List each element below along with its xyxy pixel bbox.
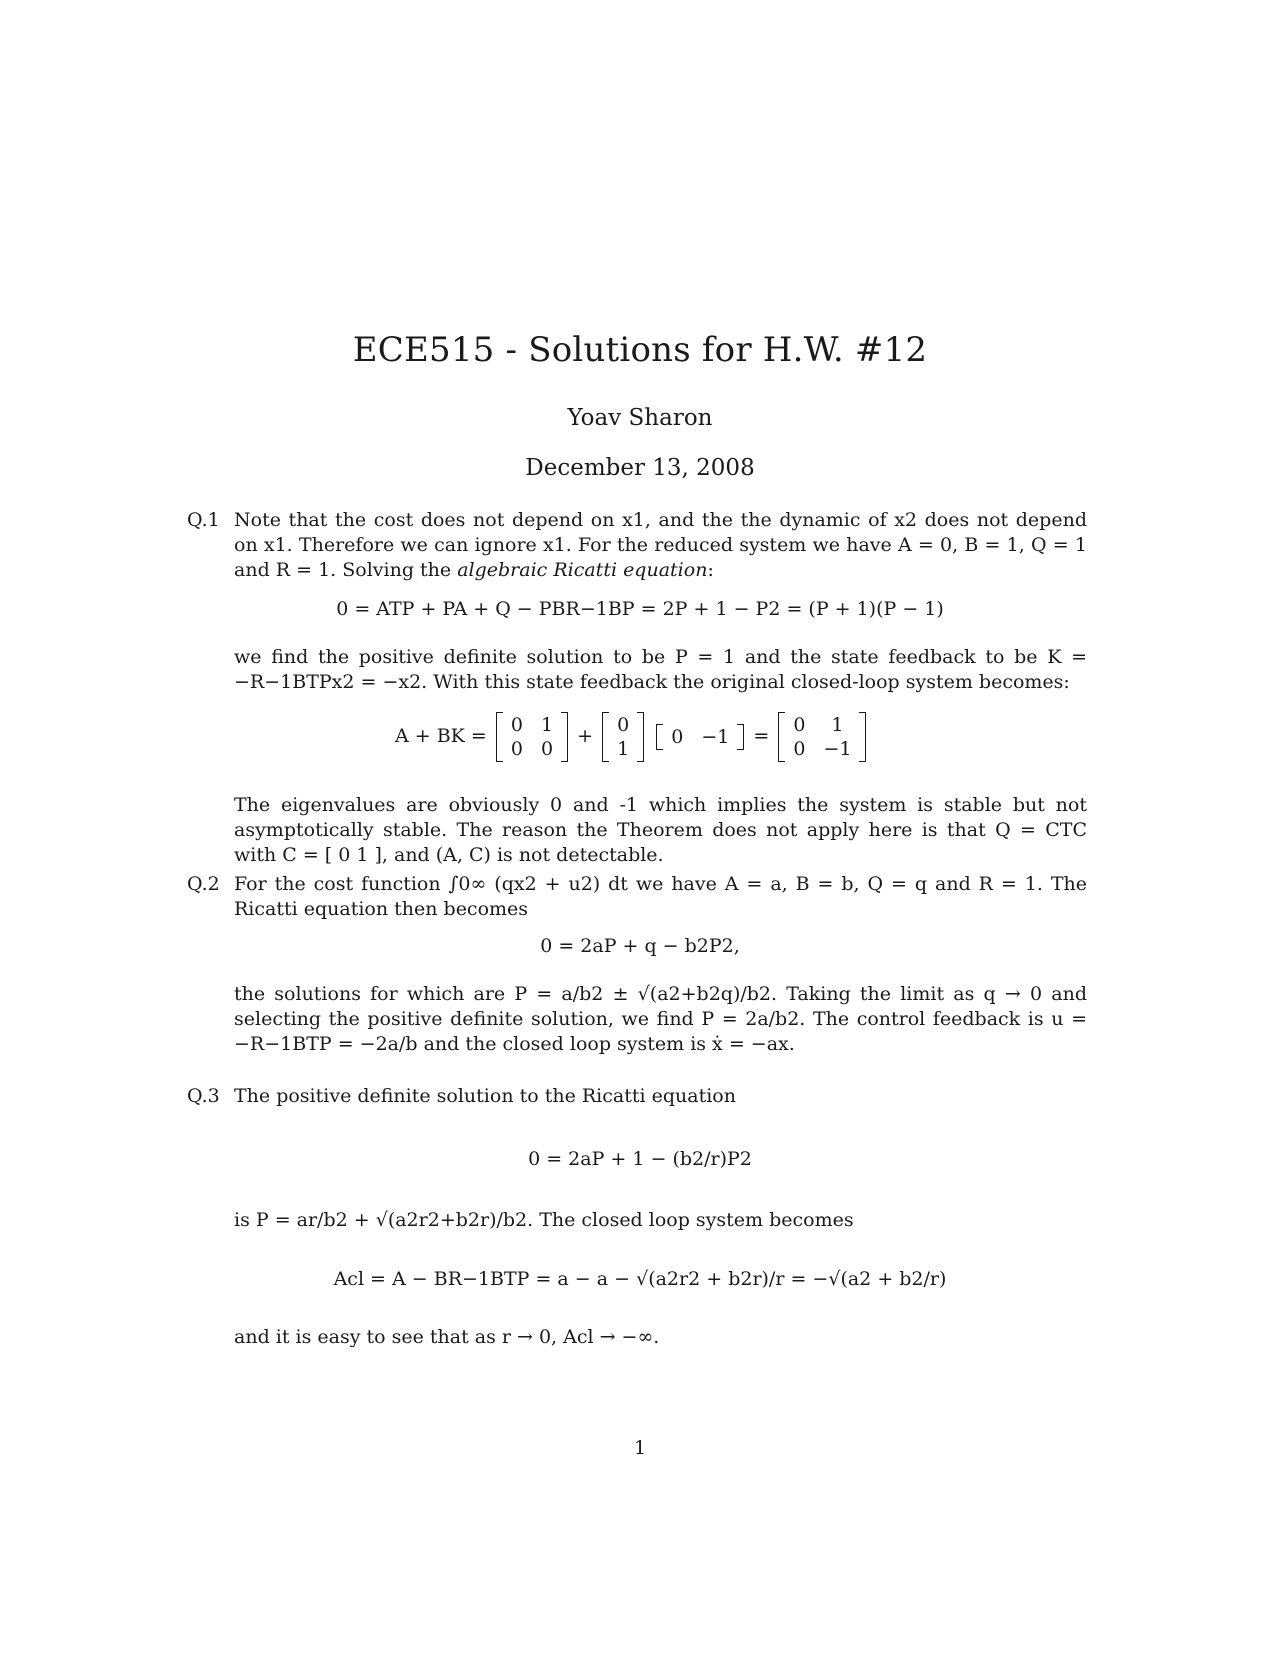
matrix-k-cell: −1	[701, 726, 730, 748]
matrix-closed-loop	[778, 712, 866, 762]
q3-text-2: is P = ar/b2 + √(a2r2+b2r)/b2. The closed loop system becomes	[234, 1209, 854, 1231]
question-3-label: Q.3	[187, 1085, 220, 1107]
matrix-a-cell: 1	[540, 714, 554, 736]
question-1	[187, 508, 1087, 583]
q1-text-a: Note that the cost does not depend on x1, and the the dynamic of x2 does not depend on x1. Therefore we can ignore x1. For the reduced system we have A = 0, B = 1, Q = 1 and R = 1. Solving the	[234, 509, 1087, 581]
q1-eq2-lhs: A + BK =	[395, 725, 487, 747]
q1-equation-closed-loop: A + BK = 0 1 0 0 + 0 1 0 −1 = 0 1 0 −1	[395, 712, 869, 762]
q1-text-emphasis: algebraic Ricatti equation	[457, 559, 708, 581]
page-title: ECE515 - Solutions for H.W. #12	[352, 330, 928, 370]
question-2	[187, 872, 1087, 922]
author-name: Yoav Sharon	[567, 405, 713, 431]
page-number: 1	[633, 1437, 647, 1459]
question-2-label: Q.2	[187, 873, 220, 895]
matrix-b-cell: 1	[617, 738, 630, 760]
matrix-a-cell: 0	[510, 738, 523, 760]
matrix-b-cell: 0	[617, 714, 630, 736]
matrix-cl-cell: 1	[831, 714, 844, 736]
matrix-cl-cell: −1	[823, 738, 852, 760]
matrix-a-cell: 0	[540, 738, 554, 760]
question-1-intro	[234, 508, 1087, 583]
q2-paragraph-2	[187, 982, 1087, 1057]
matrix-a	[496, 712, 568, 762]
matrix-k	[656, 724, 744, 750]
q3-paragraph-3	[187, 1325, 1087, 1350]
q3-equation-ricatti: 0 = 2aP + 1 − (b2/r)P2	[528, 1148, 752, 1170]
q1-text-b: :	[707, 559, 714, 581]
q1-text-2: we find the positive definite solution to be P = 1 and the state feedback to be K = −R−1BTPx2 = −x2. With this state feedback the original closed-loop system becomes:	[234, 646, 1087, 693]
q3-paragraph-2	[187, 1208, 1087, 1233]
q3-equation-closed-loop: Acl = A − BR−1BTP = a − a − √(a2r2 + b2r)/r = −√(a2 + b2/r)	[333, 1268, 947, 1290]
q1-paragraph-2	[187, 645, 1087, 695]
q2-text-1: For the cost function ∫0∞ (qx2 + u2) dt we have A = a, B = b, Q = q and R = 1. The Ricatti equation then becomes	[234, 873, 1087, 920]
q2-text-2: the solutions for which are P = a/b2 ± √(a2+b2q)/b2. Taking the limit as q → 0 and selecting the positive definite solution, we find P = 2a/b2. The control feedback is u = −R−1BTP = −2a/b and the closed loop system is ẋ = −ax.	[234, 983, 1087, 1055]
q3-text-3: and it is easy to see that as r → 0, Acl → −∞.	[234, 1326, 660, 1348]
matrix-b	[602, 712, 644, 762]
q1-paragraph-3	[187, 793, 1087, 868]
q2-equation-ricatti: 0 = 2aP + q − b2P2,	[540, 935, 740, 957]
matrix-cl-cell: 0	[793, 714, 806, 736]
question-3	[187, 1084, 1087, 1109]
question-1-label: Q.1	[187, 509, 220, 531]
matrix-k-cell: 0	[671, 726, 684, 748]
document-date: December 13, 2008	[525, 455, 755, 481]
matrix-a-cell: 0	[510, 714, 523, 736]
matrix-cl-cell: 0	[793, 738, 806, 760]
q1-equation-ricatti: 0 = ATP + PA + Q − PBR−1BP = 2P + 1 − P2 = (P + 1)(P − 1)	[336, 598, 944, 620]
q1-text-3: The eigenvalues are obviously 0 and -1 which implies the system is stable but not asymptotically stable. The reason the Theorem does not apply here is that Q = CTC with C = [ 0 1 ], and (A, C) is not detectable.	[234, 794, 1087, 866]
q3-text-1: The positive definite solution to the Ricatti equation	[234, 1085, 736, 1107]
